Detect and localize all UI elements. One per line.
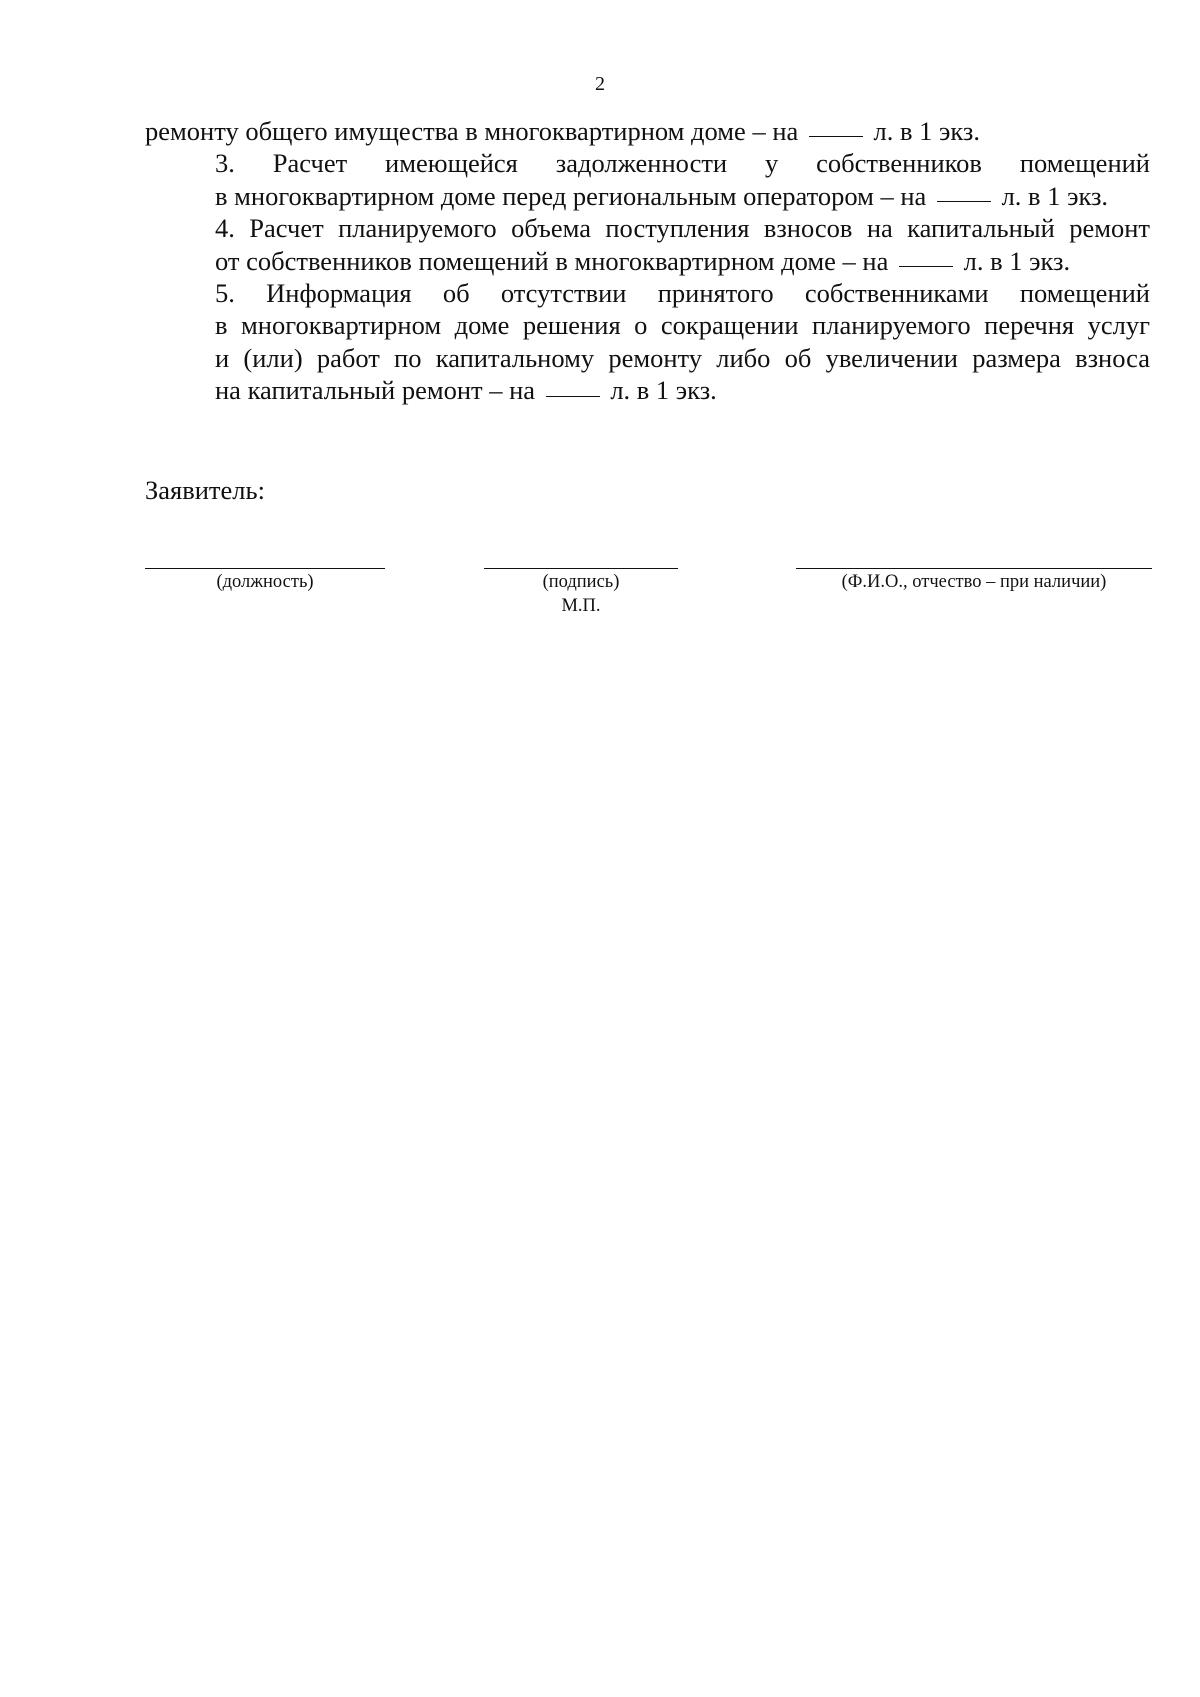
text-line: 4. Расчет планируемого объема поступления взносов на капитальный ремонт — [215, 213, 1150, 244]
document-body — [145, 115, 1150, 407]
text-fragment: л. в 1 экз. — [866, 116, 980, 146]
text-fragment: л. в 1 экз. — [994, 180, 1109, 211]
blank-sheets-field — [899, 265, 953, 267]
signature-line — [484, 568, 678, 569]
text-line — [145, 245, 1150, 277]
blank-sheets-field — [937, 200, 991, 202]
stamp-caption: М.П. — [561, 596, 601, 616]
blank-sheets-field — [546, 395, 600, 397]
text-fragment: л. в 1 экз. — [603, 375, 717, 406]
page-number: 2 — [595, 73, 605, 95]
blank-sheets-field — [809, 135, 863, 137]
text-line — [145, 115, 1150, 147]
full-name-field — [796, 568, 1152, 593]
signature-caption: (подпись) — [542, 572, 620, 592]
signature-field — [484, 568, 678, 593]
text-line — [145, 180, 1150, 212]
text-fragment: л. в 1 экз. — [956, 245, 1071, 276]
text-fragment: ремонту общего имущества в многоквартирном доме – на — [145, 116, 805, 146]
text-line: в многоквартирном доме решения о сокращении планируемого перечня услуг — [215, 310, 1150, 341]
paragraph-item-3 — [145, 147, 1150, 212]
text-line: и (или) работ по капитальному ремонту либо об увеличении размера взноса — [215, 342, 1150, 373]
full-name-signature-line — [796, 568, 1152, 569]
text-line: 5. Информация об отсутствии принятого собственниками помещений — [215, 278, 1150, 309]
position-field — [145, 568, 385, 593]
paragraph-item-5 — [145, 277, 1150, 407]
text-fragment: в многоквартирном доме перед региональным оператором – на — [215, 180, 933, 211]
text-fragment: от собственников помещений в многоквартирном доме – на — [215, 245, 895, 276]
position-signature-line — [145, 568, 385, 569]
full-name-caption: (Ф.И.О., отчество – при наличии) — [841, 572, 1107, 592]
applicant-label: Заявитель: — [145, 475, 265, 505]
text-line — [145, 374, 1150, 406]
position-caption: (должность) — [216, 572, 314, 592]
paragraph-continuation — [145, 115, 1150, 147]
text-fragment: на капитальный ремонт – на — [215, 375, 542, 406]
text-line: 3. Расчет имеющейся задолженности у собственников помещений — [215, 148, 1150, 179]
paragraph-item-4 — [145, 212, 1150, 277]
